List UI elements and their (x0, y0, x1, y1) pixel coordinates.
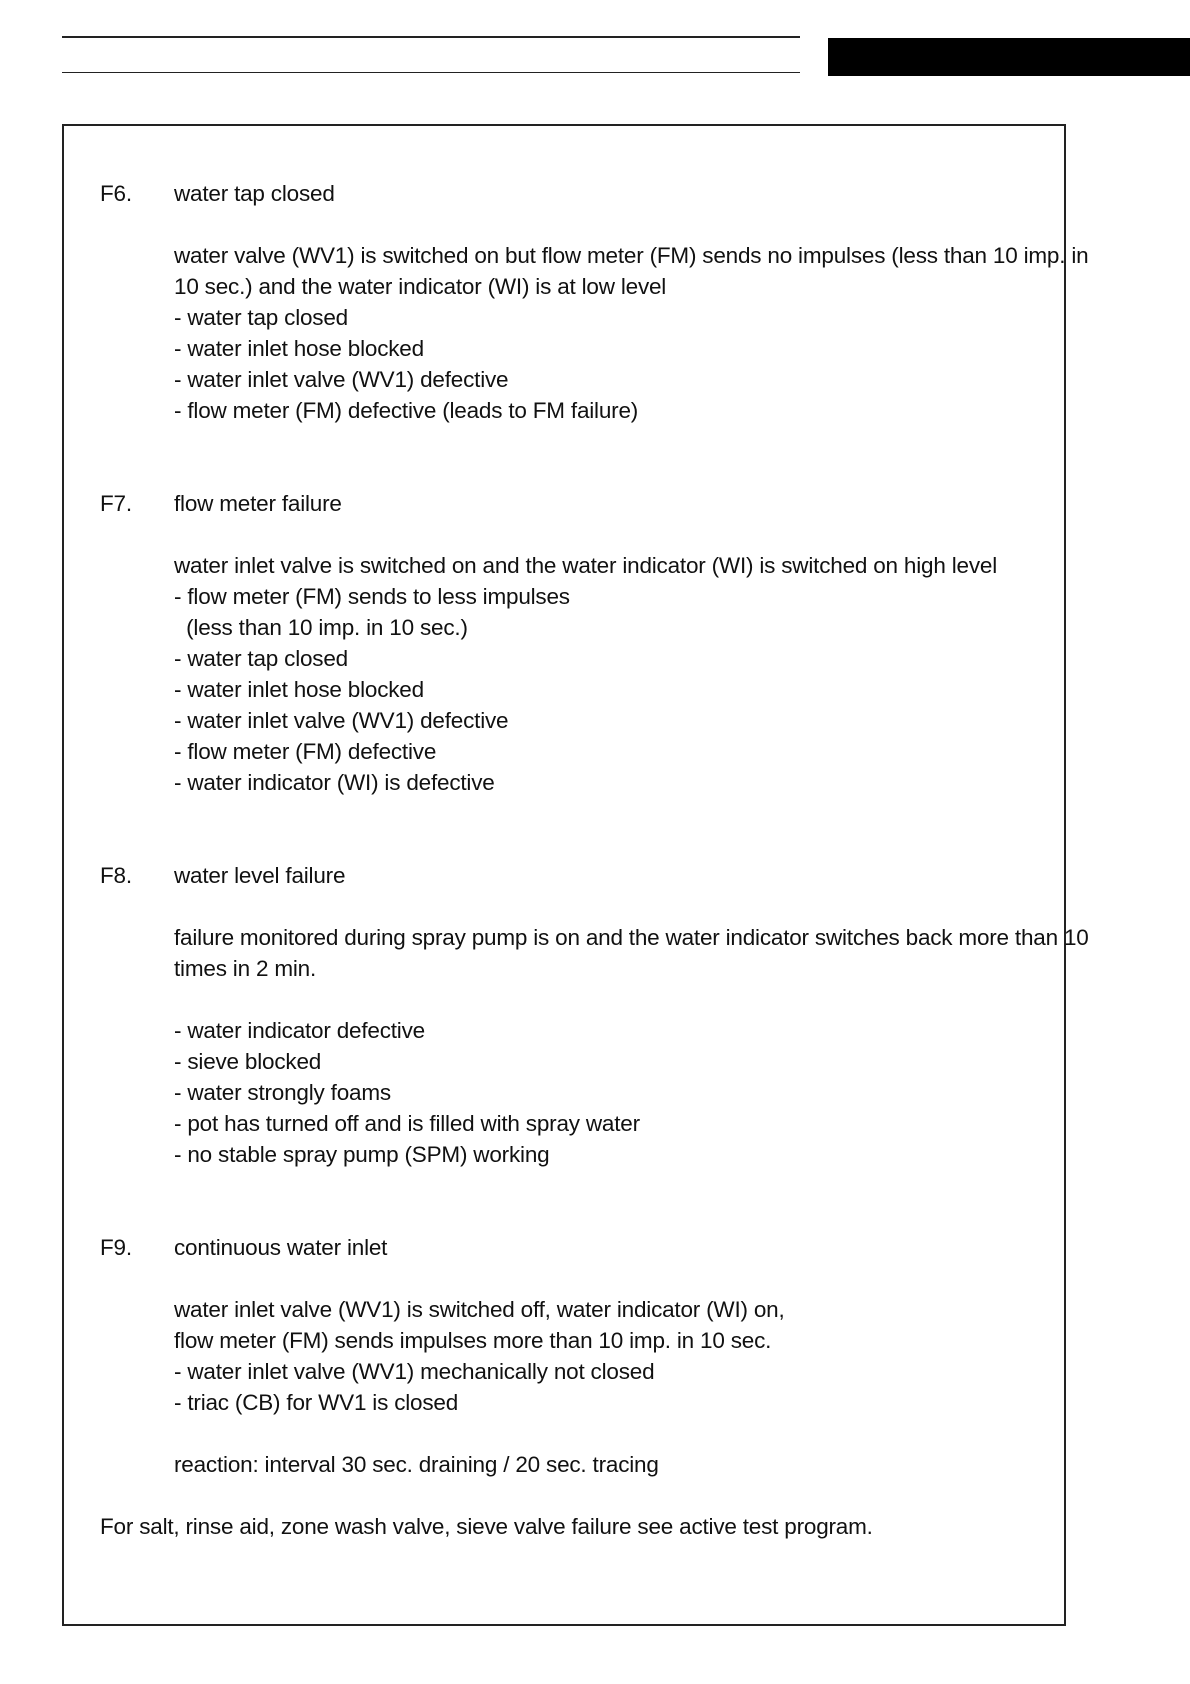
section-f6-line: - water tap closed (174, 305, 348, 330)
section-f8-line: - water strongly foams (174, 1080, 391, 1105)
section-f6-line: - water inlet valve (WV1) defective (174, 367, 509, 392)
section-f9-title: continuous water inlet (174, 1235, 388, 1260)
section-f7-title: flow meter failure (174, 491, 342, 516)
section-f8-line: - no stable spray pump (SPM) working (174, 1142, 550, 1167)
footer-note: For salt, rinse aid, zone wash valve, sieve valve failure see active test program. (100, 1514, 873, 1539)
section-f7-line: - flow meter (FM) defective (174, 739, 437, 764)
section-f8-line: - pot has turned off and is filled with spray water (174, 1111, 640, 1136)
section-f9-code: F9. (100, 1235, 132, 1260)
section-f8-line: failure monitored during spray pump is on and the water indicator switches back more than 10 (174, 925, 1089, 950)
section-f7-code: F7. (100, 491, 132, 516)
section-f7-line: (less than 10 imp. in 10 sec.) (174, 615, 468, 640)
section-f6-line: water valve (WV1) is switched on but flow meter (FM) sends no impulses (less than 10 imp. in (174, 243, 1089, 268)
section-f9-line: - triac (CB) for WV1 is closed (174, 1390, 459, 1415)
section-f6-line: - water inlet hose blocked (174, 336, 424, 361)
section-f8-line: times in 2 min. (174, 956, 317, 981)
section-f7-line: - water tap closed (174, 646, 348, 671)
section-f7-line: - water inlet valve (WV1) defective (174, 708, 509, 733)
header-rule-bottom (62, 72, 800, 73)
section-f6-line: 10 sec.) and the water indicator (WI) is at low level (174, 274, 667, 299)
section-f7-line: - water inlet hose blocked (174, 677, 424, 702)
section-f6-code: F6. (100, 181, 132, 206)
header-rule-top (62, 36, 800, 38)
section-f9-line: flow meter (FM) sends impulses more than 10 imp. in 10 sec. (174, 1328, 772, 1353)
section-f7-line: - flow meter (FM) sends to less impulses (174, 584, 570, 609)
header-black-bar (828, 38, 1190, 76)
section-f9-line: reaction: interval 30 sec. draining / 20 sec. tracing (174, 1452, 659, 1477)
section-f7-line: water inlet valve is switched on and the water indicator (WI) is switched on high level (174, 553, 997, 578)
section-f9-line: water inlet valve (WV1) is switched off, water indicator (WI) on, (174, 1297, 785, 1322)
section-f8-code: F8. (100, 863, 132, 888)
section-f7-line: - water indicator (WI) is defective (174, 770, 495, 795)
section-f9-line: - water inlet valve (WV1) mechanically not closed (174, 1359, 655, 1384)
section-f8-line: - sieve blocked (174, 1049, 322, 1074)
section-f8-line: - water indicator defective (174, 1018, 425, 1043)
section-f8-title: water level failure (174, 863, 346, 888)
section-f6-title: water tap closed (174, 181, 335, 206)
section-f6-line: - flow meter (FM) defective (leads to FM failure) (174, 398, 639, 423)
